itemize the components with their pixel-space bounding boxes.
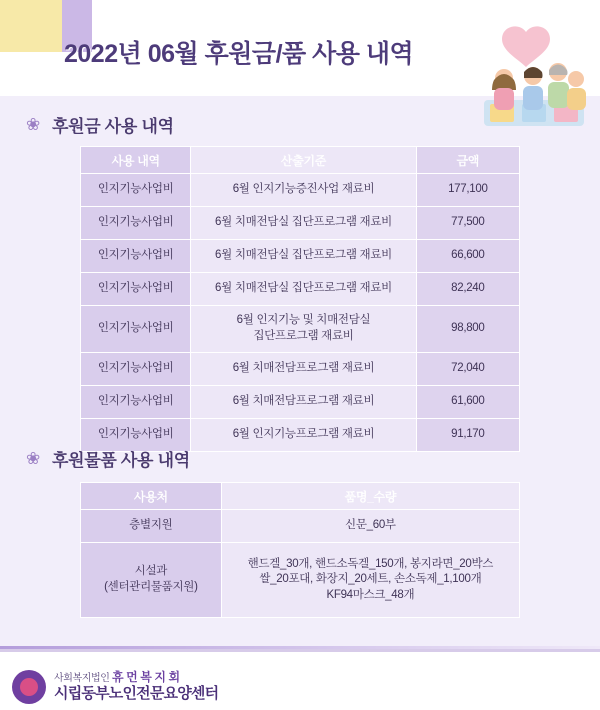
organization-logo-icon bbox=[12, 670, 46, 704]
cell-place: 층별지원 bbox=[81, 510, 222, 543]
cell-usage: 인지기능사업비 bbox=[81, 353, 191, 386]
cell-amount: 98,800 bbox=[416, 306, 519, 353]
column-header-item: 품명_수량 bbox=[221, 483, 519, 510]
section-heading-donation-goods bbox=[26, 446, 190, 471]
flower-icon: ❀ bbox=[26, 114, 41, 134]
cell-basis: 6월 인지기능프로그램 재료비 bbox=[191, 419, 416, 452]
people-illustration bbox=[430, 22, 590, 132]
center-name: 시립동부노인전문요양센터 bbox=[54, 685, 219, 703]
cell-usage: 인지기능사업비 bbox=[81, 306, 191, 353]
cell-item: 신문_60부 bbox=[221, 510, 519, 543]
section-heading-donation-money bbox=[26, 112, 174, 137]
org-prefix: 사회복지법인 bbox=[54, 673, 110, 685]
table-row bbox=[81, 353, 520, 386]
footer-text bbox=[54, 671, 218, 702]
cell-item: 핸드겔_30개, 핸드소독겔_150개, 봉지라면_20박스 쌀_20포대, 화장지_20세트, 손소독제_1,100개 KF94마스크_48개 bbox=[221, 543, 519, 618]
section-title-text: 후원물품 사용 내역 bbox=[52, 451, 190, 470]
cell-basis: 6월 치매전담프로그램 재료비 bbox=[191, 353, 416, 386]
column-header-usage: 사용 내역 bbox=[81, 147, 191, 174]
column-header-amount: 금액 bbox=[416, 147, 519, 174]
table-row bbox=[81, 306, 520, 353]
table-row bbox=[81, 273, 520, 306]
cell-place: 시설과 (센터관리물품지원) bbox=[81, 543, 222, 618]
table-row bbox=[81, 510, 520, 543]
column-header-basis: 산출기준 bbox=[191, 147, 416, 174]
table-header-row bbox=[81, 147, 520, 174]
table-row bbox=[81, 207, 520, 240]
table-row bbox=[81, 174, 520, 207]
cell-usage: 인지기능사업비 bbox=[81, 273, 191, 306]
table-row bbox=[81, 240, 520, 273]
cell-usage: 인지기능사업비 bbox=[81, 419, 191, 452]
decoration-stripe-yellow bbox=[0, 0, 62, 52]
cell-basis: 6월 치매전담실 집단프로그램 재료비 bbox=[191, 240, 416, 273]
cell-basis: 6월 치매전담실 집단프로그램 재료비 bbox=[191, 273, 416, 306]
cell-amount: 82,240 bbox=[416, 273, 519, 306]
cell-amount: 91,170 bbox=[416, 419, 519, 452]
cell-amount: 66,600 bbox=[416, 240, 519, 273]
cell-usage: 인지기능사업비 bbox=[81, 207, 191, 240]
table-header-row bbox=[81, 483, 520, 510]
cell-amount: 61,600 bbox=[416, 386, 519, 419]
column-header-place: 사용처 bbox=[81, 483, 222, 510]
cell-usage: 인지기능사업비 bbox=[81, 240, 191, 273]
section-title-text: 후원금 사용 내역 bbox=[52, 117, 174, 136]
cell-basis: 6월 치매전담실 집단프로그램 재료비 bbox=[191, 207, 416, 240]
page-title bbox=[64, 34, 413, 70]
table-row bbox=[81, 543, 520, 618]
table-row bbox=[81, 386, 520, 419]
donation-money-table bbox=[80, 146, 520, 452]
footer-logo-block bbox=[12, 670, 218, 704]
flower-icon: ❀ bbox=[26, 448, 41, 468]
donation-goods-table bbox=[80, 482, 520, 618]
cell-basis: 6월 치매전담프로그램 재료비 bbox=[191, 386, 416, 419]
footer-line-1 bbox=[54, 671, 218, 685]
cell-basis: 6월 인지기능증진사업 재료비 bbox=[191, 174, 416, 207]
page-title-text: 2022년 06월 후원금/품 사용 내역 bbox=[64, 40, 414, 68]
cell-amount: 177,100 bbox=[416, 174, 519, 207]
cell-amount: 72,040 bbox=[416, 353, 519, 386]
org-brand: 휴 먼 복 지 회 bbox=[111, 670, 180, 685]
cell-usage: 인지기능사업비 bbox=[81, 386, 191, 419]
cell-basis: 6월 인지기능 및 치매전담실 집단프로그램 재료비 bbox=[191, 306, 416, 353]
cell-amount: 77,500 bbox=[416, 207, 519, 240]
cell-usage: 인지기능사업비 bbox=[81, 174, 191, 207]
